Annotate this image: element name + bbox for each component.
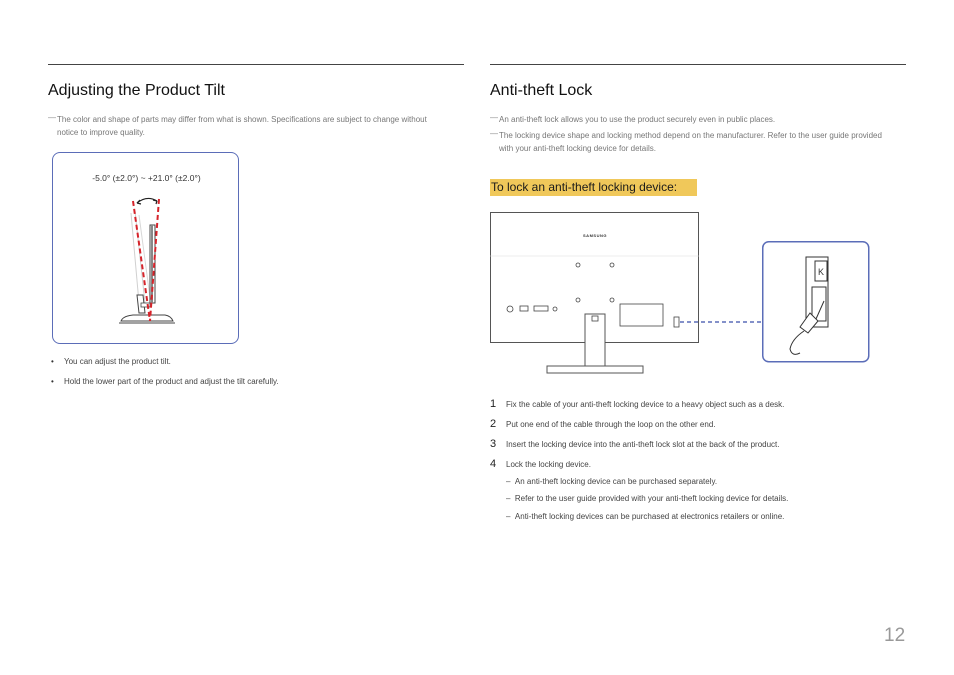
sub-note-3-text: Anti-theft locking devices can be purchased at electronics retailers or online. bbox=[514, 512, 785, 521]
tilt-bullet-1-text: You can adjust the product tilt. bbox=[64, 357, 171, 366]
step-3-number: 3 bbox=[490, 438, 497, 450]
sub-dash-icon: – bbox=[506, 477, 515, 486]
sub-note-2 bbox=[506, 494, 788, 503]
bullet-icon: • bbox=[51, 357, 54, 366]
step-4-text: Lock the locking device. bbox=[506, 460, 591, 469]
tilt-section-title: Adjusting the Product Tilt bbox=[48, 82, 225, 99]
tilt-spec-note-line1: The color and shape of parts may differ from what is shown. Specifications are subject to change without bbox=[57, 115, 427, 124]
lock-connector-line bbox=[680, 320, 770, 324]
step-4-number: 4 bbox=[490, 458, 497, 470]
note-dash-icon: — bbox=[48, 113, 56, 122]
antitheft-note-1 bbox=[490, 113, 907, 126]
monitor-tilt-illustration bbox=[53, 153, 240, 345]
sub-note-3 bbox=[506, 512, 784, 521]
step-1-text: Fix the cable of your anti-theft locking device to a heavy object such as a desk. bbox=[506, 400, 785, 409]
sub-note-1-text: An anti-theft locking device can be purchased separately. bbox=[514, 477, 718, 486]
page-number: 12 bbox=[884, 625, 906, 646]
samsung-logo-text: SAMSUNG bbox=[583, 233, 607, 238]
tilt-illustration-box bbox=[52, 152, 239, 344]
antitheft-note-2 bbox=[490, 129, 907, 155]
step-1-number: 1 bbox=[490, 398, 497, 410]
note-dash-icon: — bbox=[490, 129, 498, 138]
tilt-bullet-2-text: Hold the lower part of the product and adjust the tilt carefully. bbox=[64, 377, 279, 386]
tilt-range-label: -5.0° (±2.0°) ~ +21.0° (±2.0°) bbox=[92, 173, 201, 183]
lock-procedure-subheading: To lock an anti-theft locking device: bbox=[490, 179, 697, 196]
step-3-text: Insert the locking device into the anti-theft lock slot at the back of the product. bbox=[506, 440, 780, 449]
right-top-rule bbox=[490, 64, 906, 65]
kensington-icon: K bbox=[817, 267, 825, 277]
monitor-back-illustration bbox=[490, 212, 700, 377]
antitheft-note-2-line1: The locking device shape and locking method depend on the manufacturer. Refer to the user guide provided bbox=[499, 131, 882, 140]
tilt-spec-note-line2: notice to improve quality. bbox=[57, 128, 145, 137]
note-dash-icon: — bbox=[490, 113, 498, 122]
left-top-rule bbox=[48, 64, 464, 65]
sub-dash-icon: – bbox=[506, 494, 515, 503]
lock-detail-inset bbox=[762, 241, 870, 363]
antitheft-note-2-line2: with your anti-theft locking device for details. bbox=[499, 144, 656, 153]
sub-note-1 bbox=[506, 477, 717, 486]
tilt-bullet-1 bbox=[51, 357, 171, 366]
step-2-text: Put one end of the cable through the loop on the other end. bbox=[506, 420, 716, 429]
tilt-bullet-2 bbox=[51, 377, 279, 386]
antitheft-section-title: Anti-theft Lock bbox=[490, 82, 593, 99]
sub-note-2-text: Refer to the user guide provided with your anti-theft locking device for details. bbox=[514, 494, 789, 503]
antitheft-note-1-line1: An anti-theft lock allows you to use the product securely even in public places. bbox=[499, 115, 776, 124]
tilt-spec-note bbox=[48, 113, 462, 139]
step-2-number: 2 bbox=[490, 418, 497, 430]
sub-dash-icon: – bbox=[506, 512, 515, 521]
bullet-icon: • bbox=[51, 377, 54, 386]
